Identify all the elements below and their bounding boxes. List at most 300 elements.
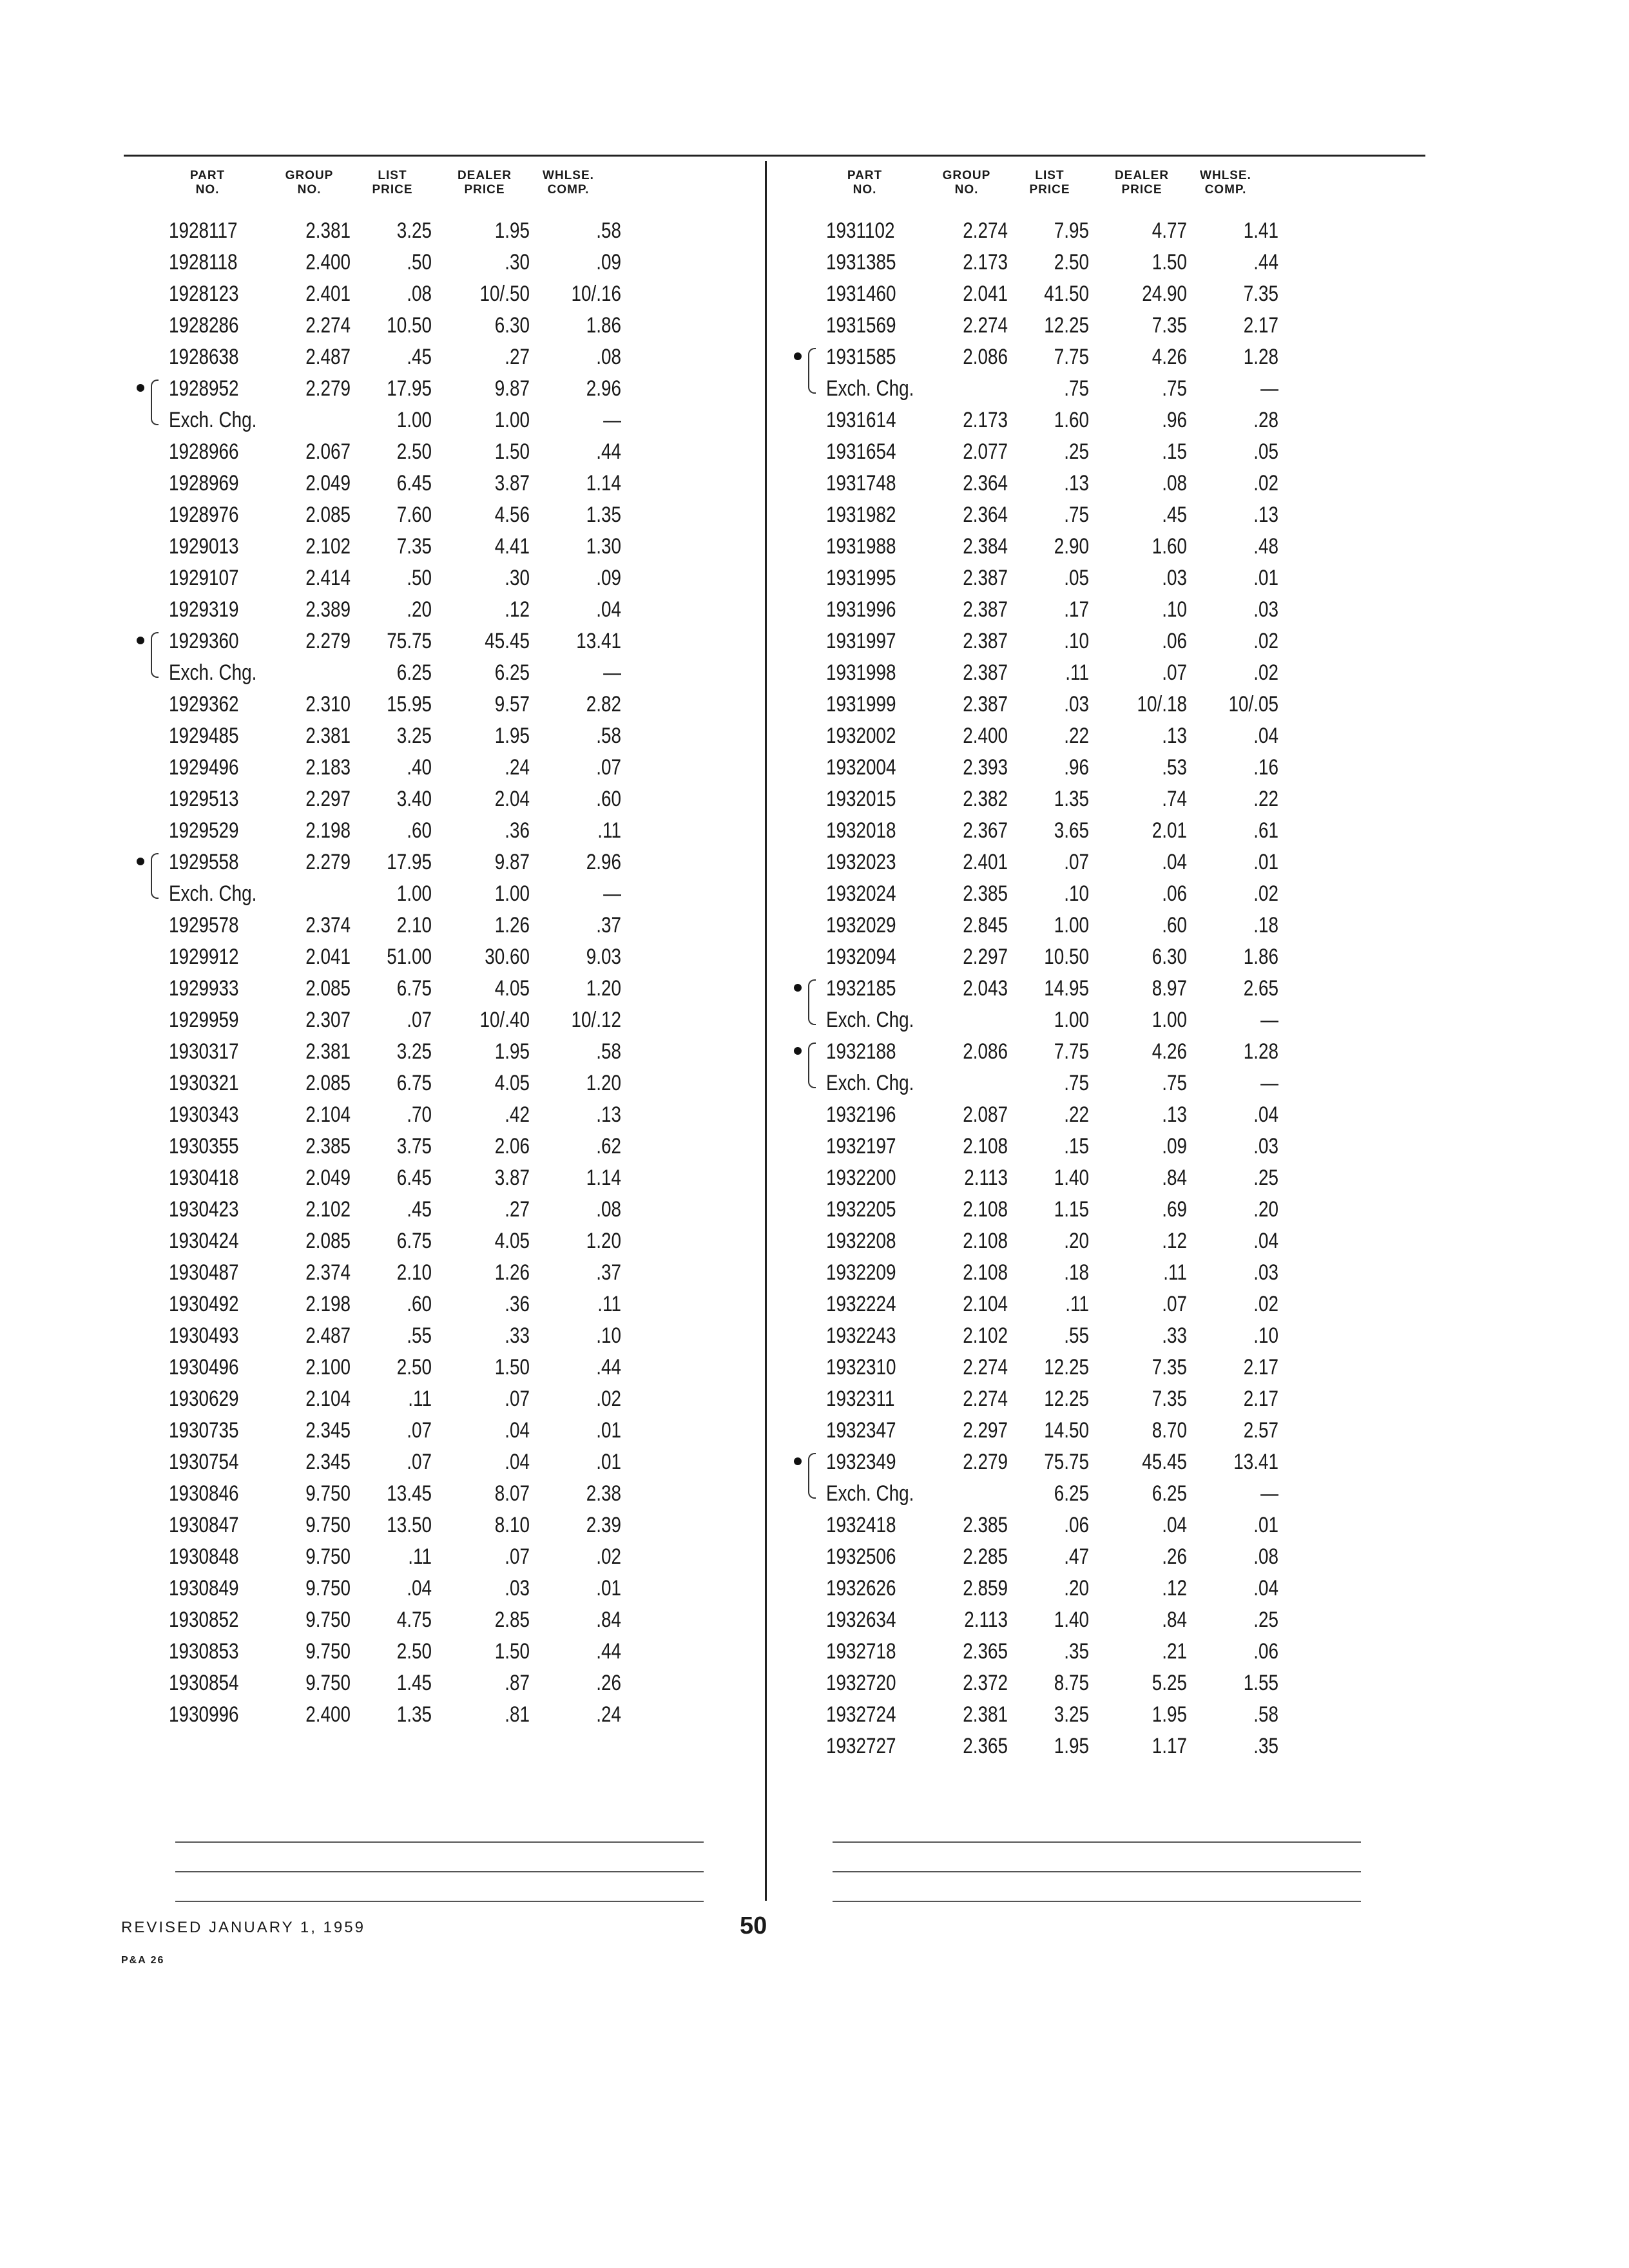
bullet-icon [794,352,802,360]
cell-part: Exch. Chg. [826,1008,914,1032]
cell-group: 2.367 [963,818,1008,843]
cell-group: 2.385 [963,1513,1008,1537]
cell-dealer: 3.87 [494,471,530,495]
cell-dealer: .81 [505,1702,530,1727]
cell-dealer: 1.95 [1152,1702,1187,1727]
cell-group: 2.108 [963,1260,1008,1285]
column-header-whlse: WHLSE. COMP. [543,169,594,197]
cell-whlse: 1.20 [586,976,621,1001]
cell-part: 1928969 [169,471,239,495]
cell-dealer: 4.26 [1152,1039,1187,1064]
cell-list: 2.50 [396,1355,432,1379]
cell-whlse: .37 [596,913,621,937]
cell-list: .11 [1065,660,1089,685]
cell-whlse: 1.30 [586,534,621,559]
cell-part: 1932185 [826,976,896,1001]
cell-whlse: .16 [1253,755,1278,780]
cell-part: 1932015 [826,787,896,811]
cell-dealer: 6.25 [494,660,530,685]
cell-list: 1.00 [396,408,432,432]
cell-list: .45 [407,345,432,369]
cell-part: 1930492 [169,1292,239,1316]
cell-part: 1930849 [169,1576,239,1600]
cell-dealer: .36 [505,1292,530,1316]
cell-part: 1931102 [826,218,895,243]
cell-part: 1932243 [826,1323,896,1348]
cell-whlse: .35 [1253,1734,1278,1758]
cell-group: 2.487 [305,1323,351,1348]
cell-dealer: .03 [505,1576,530,1600]
cell-whlse: .25 [1253,1608,1278,1632]
cell-whlse: .02 [1253,1292,1278,1316]
cell-whlse: .26 [596,1671,621,1695]
cell-dealer: 2.85 [494,1608,530,1632]
cell-list: .18 [1064,1260,1089,1285]
cell-part: 1932506 [826,1544,896,1569]
cell-dealer: .42 [505,1102,530,1127]
cell-list: 10.50 [1044,945,1089,969]
cell-dealer: 30.60 [485,945,530,969]
cell-whlse: 1.55 [1243,1671,1278,1695]
cell-dealer: 8.97 [1152,976,1187,1001]
cell-dealer: 1.26 [494,913,530,937]
cell-whlse: — [603,660,621,685]
cell-list: .70 [407,1102,432,1127]
cell-whlse: — [1260,1481,1278,1506]
cell-whlse: — [1260,376,1278,401]
cell-group: 2.364 [963,471,1008,495]
cell-whlse: .05 [1253,439,1278,464]
cell-list: 6.25 [1054,1481,1089,1506]
cell-dealer: 1.00 [494,881,530,906]
cell-list: .05 [1064,566,1089,590]
brace-icon [808,1043,816,1068]
cell-list: 6.45 [396,1166,432,1190]
cell-whlse: .10 [596,1323,621,1348]
cell-group: 2.085 [305,1071,351,1095]
cell-list: 6.45 [396,471,432,495]
cell-part: 1929578 [169,913,239,937]
cell-dealer: 4.41 [494,534,530,559]
cell-part: 1929485 [169,724,239,748]
cell-dealer: .10 [1162,597,1187,622]
cell-group: 2.173 [963,250,1008,274]
cell-dealer: 10/.50 [479,282,530,306]
cell-dealer: 4.05 [494,976,530,1001]
cell-dealer: .03 [1162,566,1187,590]
cell-part: 1930418 [169,1166,239,1190]
cell-part: 1928286 [169,313,239,338]
brace-icon [808,979,816,1005]
cell-group: 2.414 [305,566,351,590]
cell-whlse: 1.14 [586,471,621,495]
cell-list: 7.75 [1054,1039,1089,1064]
cell-group: 2.067 [305,439,351,464]
bullet-icon [794,1457,802,1465]
cell-dealer: 8.07 [494,1481,530,1506]
cell-whlse: .20 [1253,1197,1278,1222]
cell-list: 17.95 [387,850,432,874]
cell-list: 1.40 [1054,1166,1089,1190]
cell-list: 51.00 [387,945,432,969]
cell-part: 1931998 [826,660,896,685]
cell-whlse: .01 [596,1450,621,1474]
cell-part: 1932224 [826,1292,896,1316]
cell-whlse: 1.35 [586,503,621,527]
cell-list: .07 [1064,850,1089,874]
brace-icon [151,878,159,899]
cell-whlse: .03 [1253,1134,1278,1158]
cell-dealer: 1.26 [494,1260,530,1285]
cell-list: 3.65 [1054,818,1089,843]
cell-dealer: 1.95 [494,724,530,748]
cell-part: 1930343 [169,1102,239,1127]
cell-group: 2.173 [963,408,1008,432]
cell-list: 1.95 [1054,1734,1089,1758]
cell-part: 1932094 [826,945,896,969]
cell-part: 1930847 [169,1513,239,1537]
cell-list: .08 [407,282,432,306]
brace-icon [808,1004,816,1025]
cell-list: .07 [407,1418,432,1443]
cell-group: 2.100 [305,1355,351,1379]
cell-list: 1.00 [396,881,432,906]
cell-whlse: .09 [596,250,621,274]
cell-list: .20 [1064,1229,1089,1253]
cell-whlse: .04 [1253,1102,1278,1127]
cell-list: .17 [1064,597,1089,622]
cell-list: 2.50 [1054,250,1089,274]
cell-part: 1929529 [169,818,239,843]
cell-part: 1929959 [169,1008,239,1032]
cell-whlse: .03 [1253,597,1278,622]
cell-part: Exch. Chg. [826,376,914,401]
cell-group: 2.400 [305,250,351,274]
cell-list: 6.25 [396,660,432,685]
cell-list: 1.45 [396,1671,432,1695]
cell-dealer: 4.56 [494,503,530,527]
cell-whlse: .04 [596,597,621,622]
cell-part: 1929362 [169,692,239,716]
cell-group: 2.274 [963,1355,1008,1379]
cell-whlse: 2.96 [586,376,621,401]
cell-group: 2.401 [963,850,1008,874]
cell-part: 1928952 [169,376,239,401]
cell-whlse: .58 [596,218,621,243]
cell-whlse: 7.35 [1243,282,1278,306]
cell-list: 3.25 [396,724,432,748]
cell-part: 1932196 [826,1102,896,1127]
cell-whlse: .13 [1253,503,1278,527]
cell-group: 2.382 [963,787,1008,811]
cell-list: .45 [407,1197,432,1222]
cell-group: 2.365 [963,1639,1008,1664]
cell-group: 2.279 [963,1450,1008,1474]
cell-dealer: .84 [1162,1608,1187,1632]
cell-whlse: 1.28 [1243,1039,1278,1064]
cell-group: 2.385 [963,881,1008,906]
cell-group: 9.750 [305,1639,351,1664]
column-header-list: LIST PRICE [1029,169,1070,197]
cell-whlse: .62 [596,1134,621,1158]
cell-part: 1928123 [169,282,239,306]
cell-whlse: 9.03 [586,945,621,969]
cell-group: 2.049 [305,1166,351,1190]
cell-list: .11 [408,1544,432,1569]
cell-part: 1930848 [169,1544,239,1569]
cell-list: .10 [1064,881,1089,906]
cell-dealer: .74 [1162,787,1187,811]
bullet-icon [794,1047,802,1055]
cell-part: 1928966 [169,439,239,464]
note-line [175,1841,704,1843]
cell-group: 2.387 [963,692,1008,716]
cell-dealer: .33 [1162,1323,1187,1348]
cell-list: 41.50 [1044,282,1089,306]
cell-list: 12.25 [1044,313,1089,338]
cell-part: 1931654 [826,439,896,464]
cell-part: 1929496 [169,755,239,780]
cell-group: 2.183 [305,755,351,780]
cell-dealer: .06 [1162,629,1187,653]
cell-list: 2.90 [1054,534,1089,559]
cell-whlse: 2.39 [586,1513,621,1537]
cell-dealer: 9.87 [494,850,530,874]
cell-list: .20 [407,597,432,622]
cell-group: 2.108 [963,1229,1008,1253]
page-number: 50 [740,1912,767,1939]
cell-dealer: .26 [1162,1544,1187,1569]
cell-dealer: 9.87 [494,376,530,401]
note-line [175,1901,704,1902]
brace-icon [151,380,159,405]
cell-part: 1931614 [826,408,896,432]
cell-part: 1930852 [169,1608,239,1632]
cell-list: .75 [1064,1071,1089,1095]
cell-list: 3.25 [396,218,432,243]
cell-whlse: 1.20 [586,1071,621,1095]
column-header-group: GROUP NO. [942,169,991,197]
cell-whlse: .02 [596,1544,621,1569]
cell-dealer: .07 [1162,660,1187,685]
cell-part: 1931748 [826,471,896,495]
cell-part: 1932004 [826,755,896,780]
cell-dealer: 8.10 [494,1513,530,1537]
cell-part: 1930496 [169,1355,239,1379]
cell-part: 1931995 [826,566,896,590]
cell-list: 7.75 [1054,345,1089,369]
cell-part: 1930321 [169,1071,239,1095]
cell-part: 1930735 [169,1418,239,1443]
cell-dealer: 1.95 [494,218,530,243]
cell-whlse: .02 [1253,660,1278,685]
cell-list: .20 [1064,1576,1089,1600]
cell-list: 3.40 [396,787,432,811]
cell-whlse: 2.57 [1243,1418,1278,1443]
cell-whlse: 1.14 [586,1166,621,1190]
cell-whlse: .24 [596,1702,621,1727]
cell-group: 2.374 [305,913,351,937]
cell-group: 2.279 [305,629,351,653]
cell-part: 1932018 [826,818,896,843]
cell-dealer: 7.35 [1152,1387,1187,1411]
cell-group: 2.389 [305,597,351,622]
cell-part: Exch. Chg. [169,660,257,685]
cell-list: 2.50 [396,1639,432,1664]
cell-group: 2.104 [963,1292,1008,1316]
cell-dealer: .04 [1162,850,1187,874]
cell-part: Exch. Chg. [826,1071,914,1095]
cell-dealer: .27 [505,1197,530,1222]
cell-part: 1930754 [169,1450,239,1474]
cell-list: 1.00 [1054,1008,1089,1032]
cell-part: 1928638 [169,345,239,369]
cell-list: 10.50 [387,313,432,338]
cell-group: 2.364 [963,503,1008,527]
cell-part: Exch. Chg. [169,408,257,432]
cell-dealer: 1.17 [1152,1734,1187,1758]
cell-whlse: — [1260,1008,1278,1032]
cell-part: 1929933 [169,976,239,1001]
cell-whlse: .02 [1253,471,1278,495]
cell-group: 2.401 [305,282,351,306]
cell-dealer: .07 [505,1544,530,1569]
cell-part: 1932311 [826,1387,895,1411]
cell-list: 7.95 [1054,218,1089,243]
cell-group: 2.108 [963,1134,1008,1158]
cell-whlse: .04 [1253,1229,1278,1253]
cell-group: 2.381 [305,724,351,748]
cell-list: .11 [1065,1292,1089,1316]
cell-whlse: .01 [1253,850,1278,874]
cell-whlse: .28 [1253,408,1278,432]
cell-whlse: .44 [596,439,621,464]
cell-group: 2.274 [963,1387,1008,1411]
cell-part: 1931982 [826,503,896,527]
cell-whlse: 1.41 [1243,218,1278,243]
cell-dealer: .60 [1162,913,1187,937]
cell-whlse: .13 [596,1102,621,1127]
cell-whlse: .10 [1253,1323,1278,1348]
brace-icon [808,1453,816,1479]
cell-part: 1928118 [169,250,238,274]
cell-part: 1930424 [169,1229,239,1253]
cell-group: 2.307 [305,1008,351,1032]
cell-group: 2.043 [963,976,1008,1001]
cell-dealer: .13 [1162,724,1187,748]
cell-dealer: .12 [1162,1229,1187,1253]
cell-group: 2.102 [305,534,351,559]
cell-part: 1931999 [826,692,896,716]
note-line [833,1841,1361,1843]
cell-dealer: .13 [1162,1102,1187,1127]
cell-list: 6.75 [396,1229,432,1253]
cell-dealer: .87 [505,1671,530,1695]
cell-part: 1932718 [826,1639,896,1664]
brace-icon [808,1068,816,1088]
cell-group: 2.345 [305,1450,351,1474]
cell-list: 1.35 [396,1702,432,1727]
cell-group: 2.393 [963,755,1008,780]
cell-list: 14.95 [1044,976,1089,1001]
cell-list: .75 [1064,376,1089,401]
revision-date: REVISED JANUARY 1, 1959 [121,1919,365,1936]
cell-part: Exch. Chg. [169,881,257,906]
cell-list: 14.50 [1044,1418,1089,1443]
cell-dealer: .07 [1162,1292,1187,1316]
cell-dealer: .04 [505,1450,530,1474]
cell-part: 1931988 [826,534,896,559]
cell-list: 7.60 [396,503,432,527]
cell-part: 1932418 [826,1513,896,1537]
cell-whlse: .61 [1253,818,1278,843]
cell-part: 1932197 [826,1134,896,1158]
cell-list: 1.15 [1054,1197,1089,1222]
cell-dealer: .12 [505,597,530,622]
cell-dealer: .04 [505,1418,530,1443]
cell-group: 2.381 [305,1039,351,1064]
cell-list: 8.75 [1054,1671,1089,1695]
cell-whlse: .04 [1253,724,1278,748]
cell-whlse: 2.17 [1243,1355,1278,1379]
cell-group: 2.041 [305,945,351,969]
cell-group: 2.381 [963,1702,1008,1727]
cell-whlse: .44 [596,1355,621,1379]
cell-group: 2.274 [305,313,351,338]
cell-part: 1932310 [826,1355,896,1379]
cell-dealer: 2.06 [494,1134,530,1158]
cell-dealer: .11 [1163,1260,1187,1285]
cell-whlse: 1.28 [1243,345,1278,369]
cell-dealer: .06 [1162,881,1187,906]
cell-whlse: .37 [596,1260,621,1285]
cell-dealer: 1.95 [494,1039,530,1064]
cell-group: 2.102 [305,1197,351,1222]
cell-part: 1930317 [169,1039,239,1064]
cell-whlse: .01 [1253,1513,1278,1537]
cell-part: 1929107 [169,566,239,590]
cell-group: 9.750 [305,1481,351,1506]
bullet-icon [794,984,802,992]
cell-list: 2.10 [396,1260,432,1285]
cell-part: 1930487 [169,1260,239,1285]
cell-part: 1932209 [826,1260,896,1285]
cell-dealer: 1.50 [1152,250,1187,274]
cell-whlse: .02 [1253,629,1278,653]
cell-dealer: .04 [1162,1513,1187,1537]
cell-whlse: .01 [596,1418,621,1443]
cell-dealer: .30 [505,566,530,590]
note-line [833,1871,1361,1872]
cell-dealer: .75 [1162,1071,1187,1095]
cell-part: 1932727 [826,1734,896,1758]
cell-list: .22 [1064,1102,1089,1127]
cell-list: .50 [407,566,432,590]
cell-part: 1931569 [826,313,896,338]
cell-group: 9.750 [305,1576,351,1600]
cell-group: 9.750 [305,1544,351,1569]
brace-icon [151,632,159,658]
cell-group: 2.297 [963,945,1008,969]
cell-group: 2.085 [305,976,351,1001]
cell-whlse: .22 [1253,787,1278,811]
cell-part: 1930629 [169,1387,239,1411]
cell-whlse: .25 [1253,1166,1278,1190]
cell-list: 1.00 [1054,913,1089,937]
cell-group: 2.104 [305,1387,351,1411]
cell-dealer: .27 [505,345,530,369]
cell-whlse: 10/.12 [571,1008,621,1032]
